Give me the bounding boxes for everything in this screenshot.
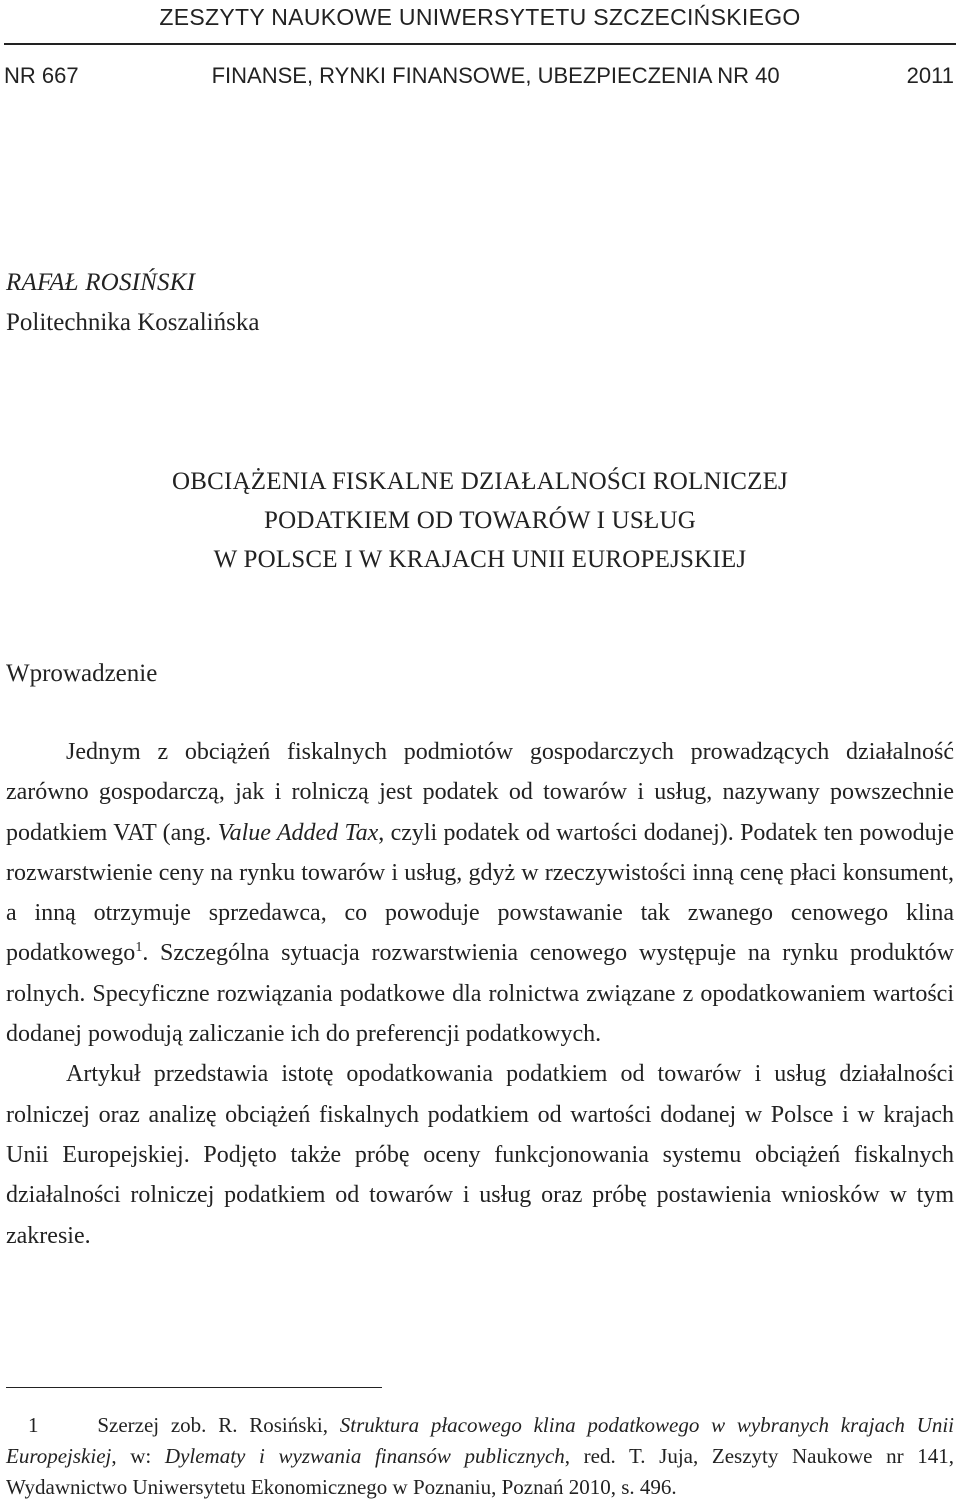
footnote-italic-1: Struktura płacowego klina podatkowego w wybranych krajach Unii Europejskiej [6,1413,955,1468]
series-title: FINANSE, RYNKI FINANSOWE, UBEZPIECZENIA NR 40 [211,63,780,88]
paragraph-1-text-b: , czyli podatek od wartości dodanej). Podatek ten powoduje rozwarstwienie ceny na rynku towarów i usług, gdyż w rzeczywistości inną cenę płaci konsument, a inną otrzymuje sprzedawca, co powoduje powstawanie tak zwanego cenowego klina podatkowego [6,819,954,967]
paragraph-1-text-c: . Szczególna sytuacja rozwarstwienia cenowego występuje na rynku produktów rolnych. Specyficzne rozwiązania podatkowe dla rolnictwa związane z opodatkowaniem wartości dodanej powodują zaliczanie ich do preferencji podatkowych. [6,940,954,1048]
issue-year: 2011 [906,63,954,88]
article-body [6,732,954,1256]
section-heading: Wprowadzenie [6,660,158,687]
article-title-line-2: PODATKIEM OD TOWARÓW I USŁUG [264,507,696,534]
footnote-gap [39,1413,98,1437]
footnote-text-c: , red. T. Juja, Zeszyty Naukowe nr 141, Wydawnictwo Uniwersytetu Ekonomicznego w Poznaniu, Poznań 2010, s. 496. [6,1444,955,1499]
footnote-italic-2: Dylematy i wyzwania finansów publicznych [164,1444,565,1468]
article-title-line-1: OBCIĄŻENIA FISKALNE DZIAŁALNOŚCI ROLNICZEJ [171,468,788,495]
header-issue-row [4,63,954,93]
paragraph-1-text-a: Jednym z obciążeń fiskalnych podmiotów gospodarczych prowadzących działalność zarówno gospodarczą, jak i rolniczą jest podatek od towarów i usług, nazywany powszechnie podatkiem VAT (ang. [6,739,954,846]
paragraph-1 [6,732,954,1054]
paragraph-1-italic: Value Added Tax [217,819,379,846]
issue-number: NR 667 [4,63,79,88]
footnote-text-a: Szerzej zob. R. Rosiński, [97,1413,340,1437]
footnote-text-b: , w: [111,1444,165,1468]
journal-title: ZESZYTY NAUKOWE UNIWERSYTETU SZCZECIŃSKIEGO [159,4,801,30]
footnote-divider [6,1387,382,1388]
footnote-number: 1 [28,1413,39,1437]
author-affiliation: Politechnika Koszalińska [6,309,260,336]
article-title-line-3: W POLSCE I W KRAJACH UNII EUROPEJSKIEJ [213,546,747,573]
article-title [0,462,960,579]
header-divider [4,43,956,45]
author-name: RAFAŁ ROSIŃSKI [6,269,196,296]
paragraph-2 [6,1054,954,1255]
footnote [6,1410,954,1503]
paragraph-2-text: Artykuł przedstawia istotę opodatkowania podatkiem od towarów i usług działalności rolniczej oraz analizę obciążeń fiskalnych podatkiem od wartości dodanej w Polsce i w krajach Unii Europejskiej. Podjęto także próbę oceny funkcjonowania systemu obciążeń fiskalnych działalności rolniczej podatkiem od towarów i usług oraz próbę postawienia wniosków w tym zakresie. [6,1061,954,1249]
footnote-reference[interactable]: 1 [135,940,143,956]
